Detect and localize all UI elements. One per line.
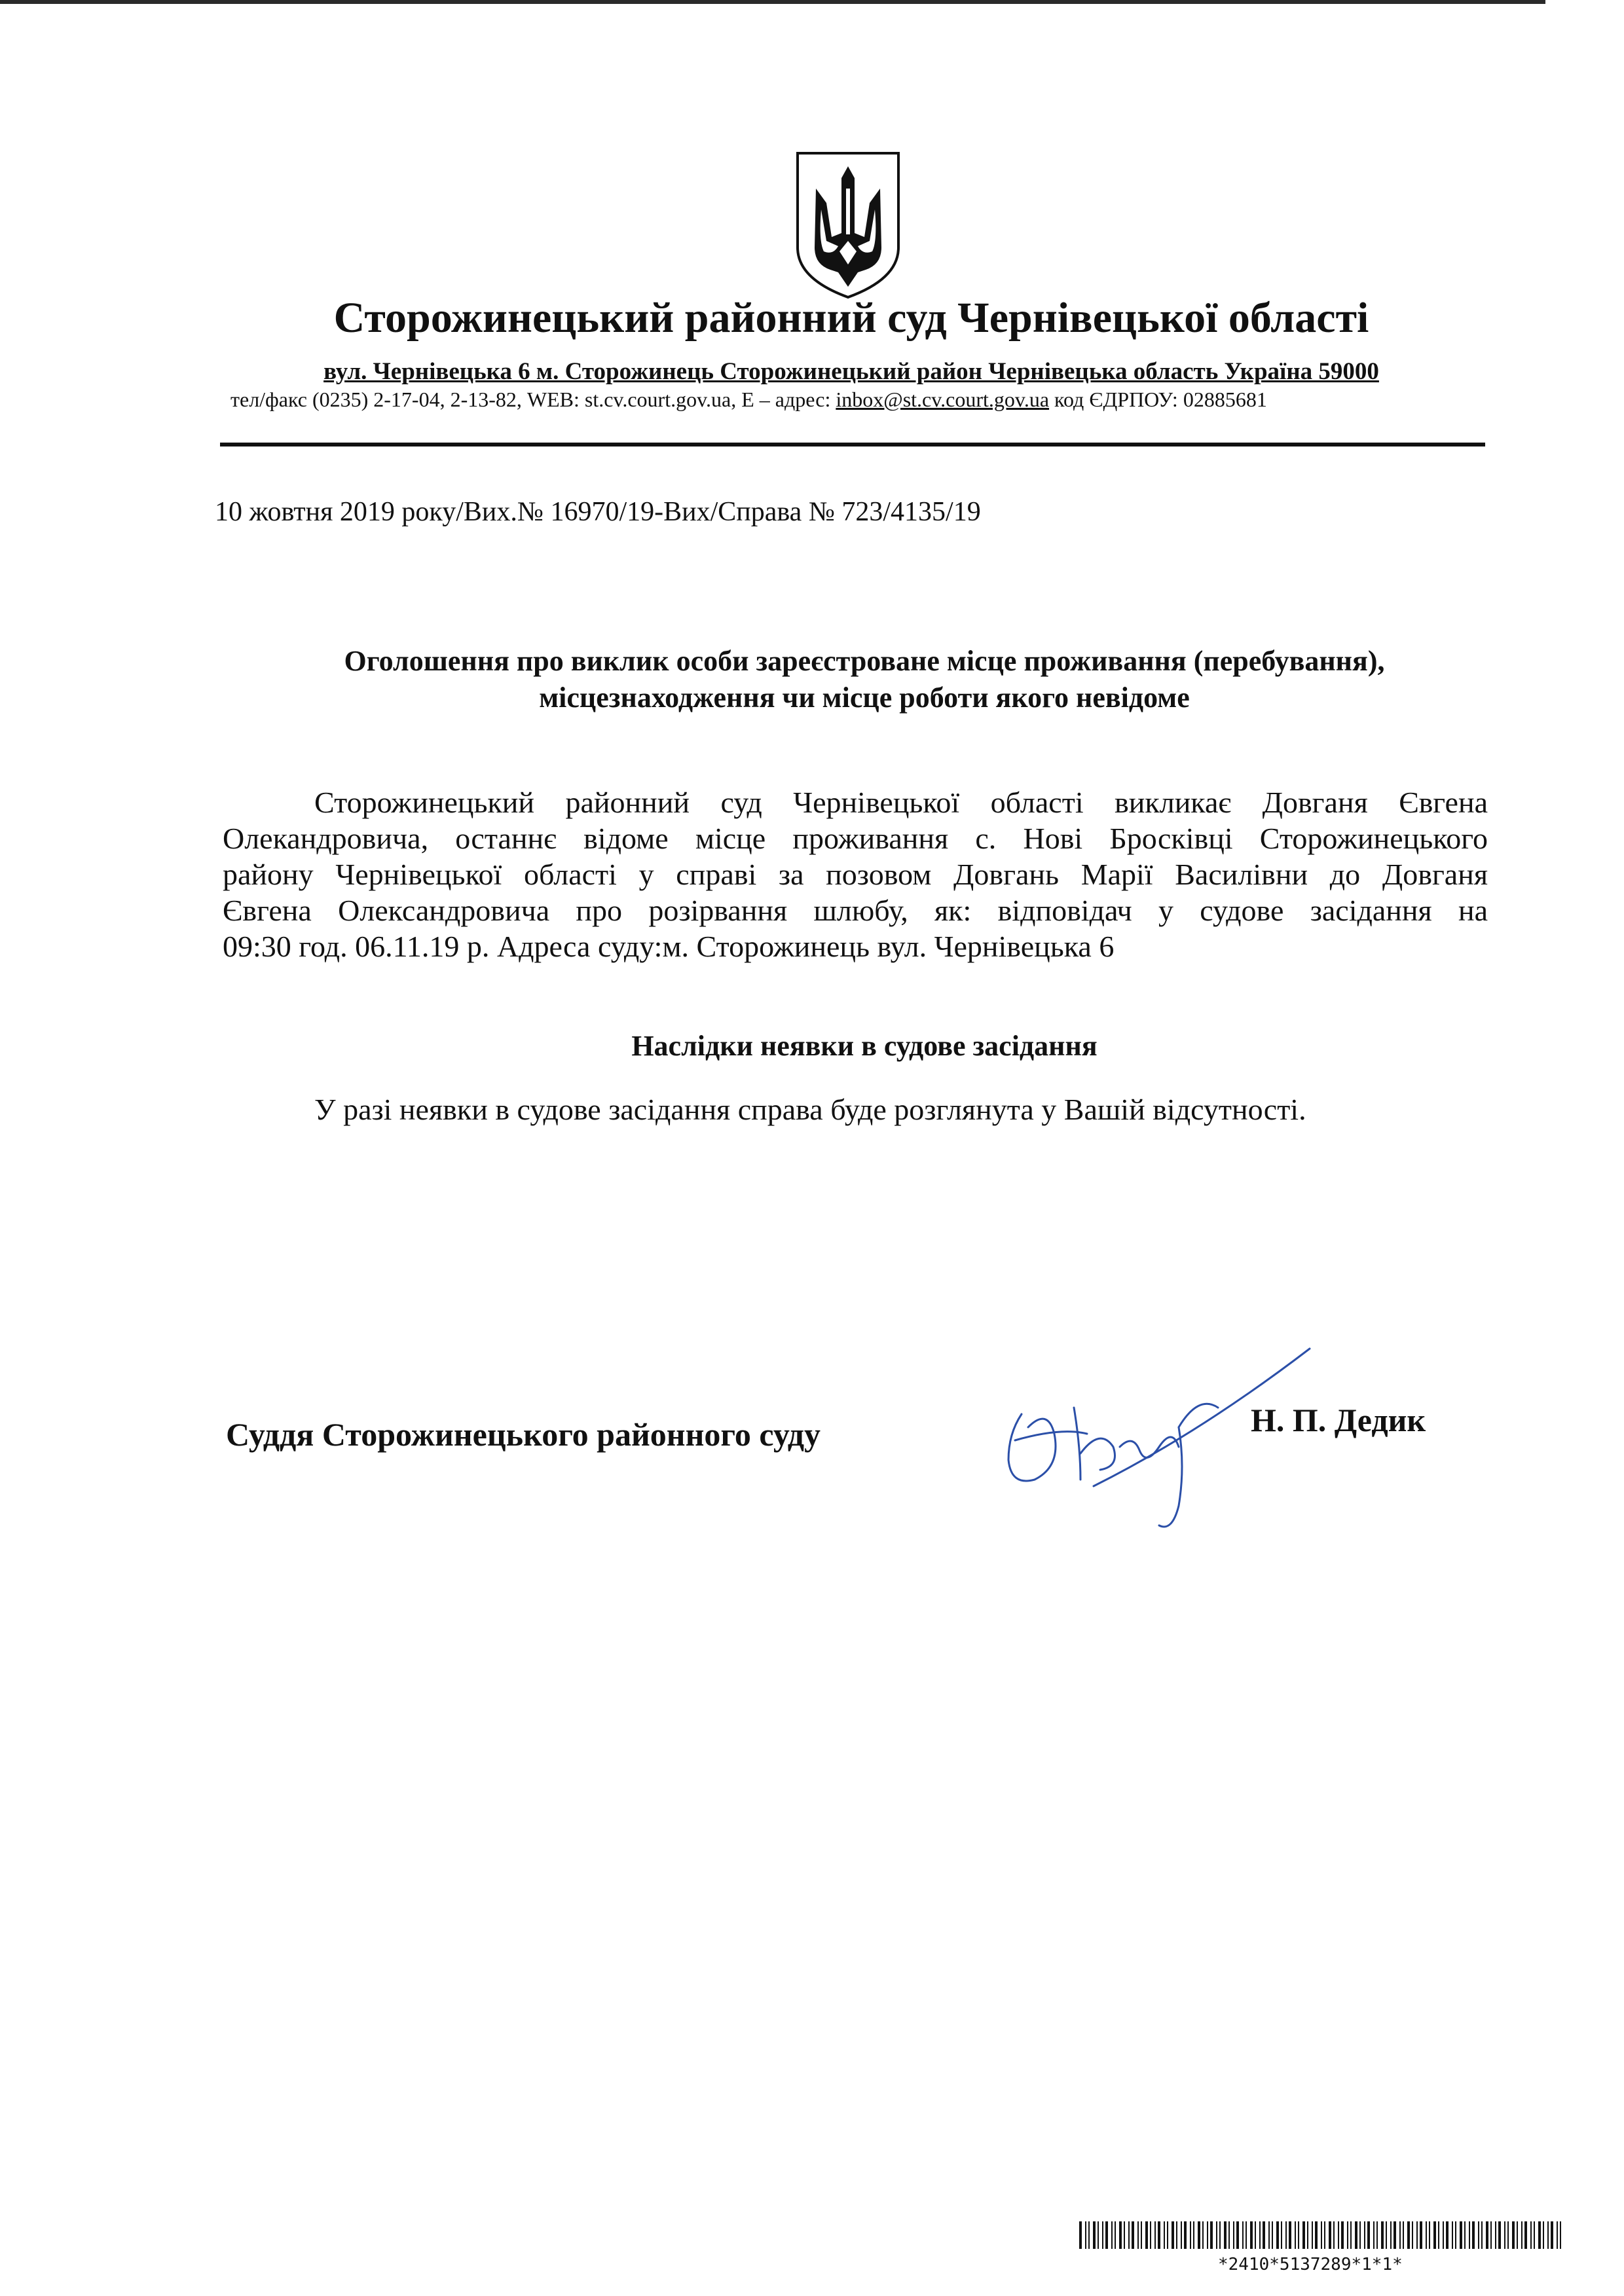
header-divider [220, 443, 1485, 446]
judge-name: Н. П. Дедик [1251, 1402, 1426, 1438]
notice-body-line: Євгена Олександровича про розірвання шлюбу, як: відповідач у судове засідання на [223, 894, 1488, 927]
court-address: вул. Чернівецька 6 м. Сторожинець Сторожинецький район Чернівецька область Україна 59000 [323, 358, 1379, 385]
notice-title [0, 643, 1624, 716]
signature-icon [982, 1336, 1323, 1552]
notice-title-line-2: місцезнаходження чи місце роботи якого невідоме [539, 682, 1190, 714]
coat-of-arms-icon [792, 149, 904, 300]
court-email-link[interactable]: inbox@st.cv.court.gov.ua [836, 388, 1050, 411]
contacts-suffix: код ЄДРПОУ: 02885681 [1049, 388, 1267, 411]
barcode [1079, 2221, 1565, 2249]
notice-body-line: Сторожинецький районний суд Чернівецької області викликає Довганя Євгена [314, 786, 1488, 819]
notice-body-line: Олекандровича, останнє відоме місце проживання с. Нові Бросківці Сторожинецького [223, 822, 1488, 855]
contacts-prefix: тел/факс (0235) 2-17-04, 2-13-82, WEB: st.cv.court.gov.ua, E – адрес: [231, 388, 836, 411]
court-name: Сторожинецький районний суд Чернівецької області [333, 294, 1369, 342]
notice-body [223, 784, 1488, 964]
document-reference: 10 жовтня 2019 року/Вих.№ 16970/19-Вих/Справа № 723/4135/19 [215, 497, 981, 527]
scan-edge [0, 0, 1545, 4]
notice-title-line-1: Оголошення про виклик особи зареєстроване місце проживання (перебування), [344, 645, 1385, 677]
consequences-text: У разі неявки в судове засідання справа буде розглянута у Вашій відсутності. [314, 1093, 1306, 1126]
court-contacts [231, 388, 1267, 412]
notice-body-line: району Чернівецької області у справі за позовом Довгань Марії Василівни до Довганя [223, 858, 1488, 891]
barcode-text: *2410*5137289*1*1* [1218, 2255, 1403, 2274]
notice-body-line: 09:30 год. 06.11.19 р. Адреса суду:м. Сторожинець вул. Чернівецька 6 [223, 930, 1115, 963]
judge-title: Суддя Сторожинецького районного суду [226, 1416, 821, 1453]
consequences-heading: Наслідки неявки в судове засідання [631, 1030, 1098, 1062]
